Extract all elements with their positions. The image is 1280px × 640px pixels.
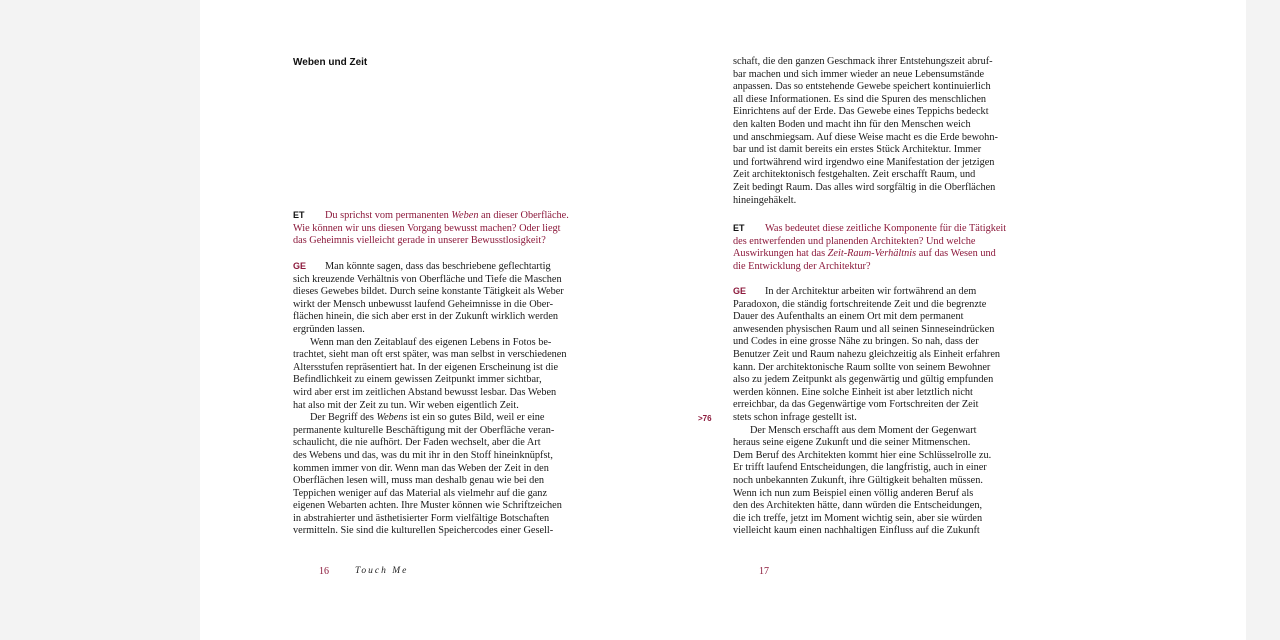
question-et-2: ET Was bedeutet diese zeitliche Komponente für die Tätigkeit des entwerfenden und planenden Architekten? Und welche Auswirkungen hat das Zeit-Raum-Verhältnis auf das Wesen und die Entwicklung der Architektur? xyxy=(733,223,1007,272)
page-number-right: 17 xyxy=(759,566,769,577)
section-header: Weben und Zeit xyxy=(293,57,368,68)
interviewer-tag: ET xyxy=(733,223,745,233)
answer-ge-1: GE Man könnte sagen, dass das beschriebene geflechtartig sich kreuzende Verhältnis von Oberfläche und Tiefe die Maschen dieses Gewebes bildet. Durch seine konstante Tätigkeit als Weber wirkt der Mensch unbewusst laufend Geheimnisse in die Ober- flächen hinein, die sich aber erst in der Zukunft wirklich werden ergründen lassen. Wenn man den Zeitablauf des eigenen Lebens in Fotos be- trachtet, sieht man oft erst später, was man selbst in verschiedenen Altersstufen repräsentiert hat. In der eigenen Erscheinung ist die Befindlichkeit zu einem gewissen Zeitpunkt immer sichtbar, wird aber erst im zeitlichen Abstand bewusst lesbar. Das Weben hat also mit der Zeit zu tun. Wir weben eigentlich Zeit. Der Begriff des Webens ist ein so gutes Bild, weil er eine permanente kulturelle Beschäftigung mit der Oberfläche veran- schaulicht, die nie aufhört. Der Faden wechselt, aber die Art des Webens und das, was du mit ihr in den Stoff hineinknüpfst, kommen immer von dir. Wenn man das Weben der Zeit in den Oberflächen lesen will, muss man deshalb genau wie bei den Teppichen weniger auf das Material als vielmehr auf die ganz eigenen Webarten achten. Ihre Muster können wie Schriftzeichen in abstrahierter und ästhetisierter Form vielfältige Botschaften vermitteln. Sie sind die kulturellen Speichercodes einer Gesell- xyxy=(293,261,567,537)
continued-paragraph: schaft, die den ganzen Geschmack ihrer Entstehungszeit abruf- bar machen und sich immer wieder an neue Lebensumstände anpassen. Das so entstehende Gewebe speichert kontinuierlich all diese Informationen. Es sind die Spuren des menschlichen Einrichtens auf der Erde. Das Gewebe eines Teppichs bedeckt den kalten Boden und macht ihn für den Menschen weich und anschmiegsam. Auf diese Weise macht es die Erde bewohn- bar und ist damit bereits ein erstes Stück Architektur. Immer und fortwährend wird irgendwo eine Manifestation der jetzigen Zeit architektonisch festgehalten. Zeit erschafft Raum, und Zeit bedingt Raum. Das alles wird sorgfältig in die Oberflächen hineingehäkelt. xyxy=(733,56,998,206)
question-et-1: ET Du sprichst vom permanenten Weben an dieser Oberfläche. Wie können wir uns diesen Vorgang bewusst machen? Oder liegt das Geheimnis vielleicht gerade in unserer Bewusstlosigkeit? xyxy=(293,210,569,247)
respondent-tag: GE xyxy=(733,286,747,296)
running-title: Touch Me xyxy=(355,566,409,576)
interviewer-tag: ET xyxy=(293,210,305,220)
answer-ge-2: GE In der Architektur arbeiten wir fortwährend an dem Paradoxon, die ständig fortschreitende Zeit und die begrenzte Dauer des Aufenthalts an einem Ort mit dem permanent anwesenden physischen Raum und all seinen Sinneseindrücken und Codes in eine grosse Nähe zu bringen. So nah, dass der Benutzer Zeit und Raum nahezu gleichzeitig als Einheit erfahren kann. Der architektonische Raum sollte von seinem Bewohner also zu jedem Zeitpunkt als gegenwärtig und gültig empfunden werden können. Eine solche Einheit ist aber letztlich nicht erreichbar, da das Gegenwärtige vom Fortschreiten der Zeit stets schon infrage gestellt ist. Der Mensch erschafft aus dem Moment der Gegenwart heraus seine eigene Zukunft und die seiner Mitmenschen. Dem Beruf des Architekten kommt hier eine Schlüsselrolle zu. Er trifft laufend Entscheidungen, die langfristig, auch in einer noch unbekannten Zukunft, ihre Gültigkeit behalten müssen. Wenn ich nun zum Beispiel einen völlig anderen Beruf als den des Architekten hätte, dann würden die Entscheidungen, die ich treffe, jetzt im Moment wichtig sein, aber sie würden vielleicht kaum einen nachhaltigen Einfluss auf die Zukunft xyxy=(733,286,1001,537)
page-number-left: 16 xyxy=(319,566,329,577)
cross-reference-link[interactable]: >76 xyxy=(698,414,712,423)
respondent-tag: GE xyxy=(293,261,307,271)
